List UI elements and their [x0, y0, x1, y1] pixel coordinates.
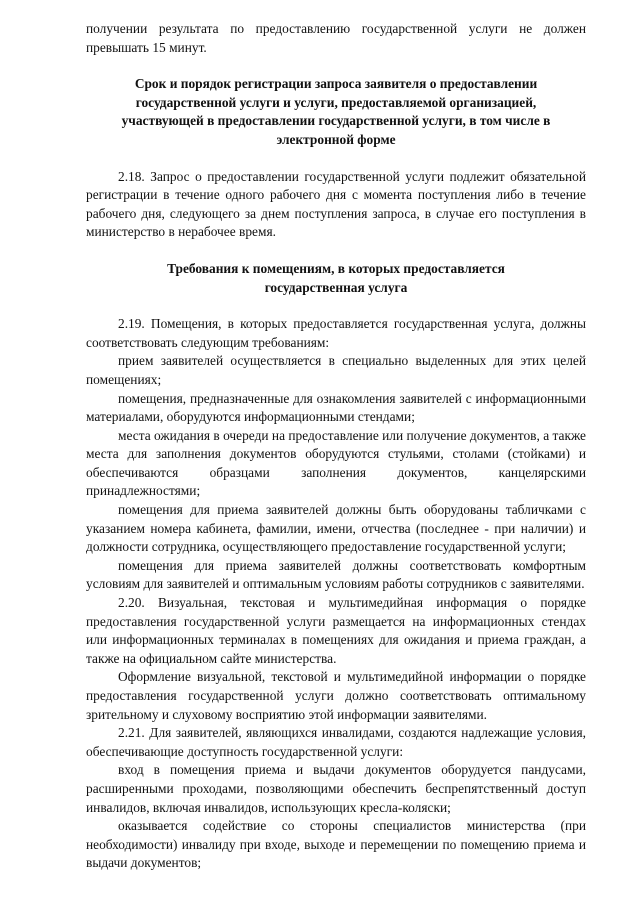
requirement-item: места ожидания в очереди на предоставление или получение документов, а также места для заполнения документов оборудуются стульями, столами (стойками) и обеспечиваются образцами заполнения документов, канцелярскими принадлежностями;	[86, 427, 586, 499]
paragraph-intro: получении результата по предоставлению государственной услуги не должен превышать 15 минут.	[86, 21, 586, 55]
accessibility-item: вход в помещения приема и выдачи документов оборудуется пандусами, расширенными проходами, позволяющими обеспечить беспрепятственный доступ инвалидов, включая инвалидов, использующих кресла-коляски;	[86, 762, 586, 815]
section-heading-registration: Срок и порядок регистрации запроса заявителя о предоставлении государственной услуги и услуги, предоставляемой организацией, участвующей в предоставлении государственной услуги, в том числе в электронной форме	[121, 76, 551, 147]
requirement-item: помещения, предназначенные для ознакомления заявителей с информационными материалами, оборудуются информационными стендами;	[86, 390, 586, 425]
paragraph-2-20: 2.20. Визуальная, текстовая и мультимедийная информация о порядке предоставления государственной услуги размещается на информационных стендах или информационных терминалах в помещениях для ожидания и приема граждан, а также на официальном сайте министерства.	[86, 595, 586, 666]
accessibility-item: оказывается содействие со стороны специалистов министерства (при необходимости) инвалиду при входе, выходе и перемещении по помещению приема и выдачи документов;	[86, 818, 586, 871]
paragraph-2-21: 2.21. Для заявителей, являющихся инвалидами, создаются надлежащие условия, обеспечивающие доступность государственной услуги:	[86, 725, 586, 759]
requirement-item: помещения для приема заявителей должны соответствовать комфортным условиям для заявителей и оптимальным условиям работы сотрудников с заявителями.	[86, 557, 586, 592]
requirement-item: прием заявителей осуществляется в специально выделенных для этих целей помещениях;	[86, 353, 586, 387]
paragraph-2-18: 2.18. Запрос о предоставлении государственной услуги подлежит обязательной регистрации в течение одного рабочего дня с момента поступления либо в течение рабочего дня, следующего за днем поступления запроса, в случае его поступления в министерство в нерабочее время.	[86, 168, 586, 240]
paragraph-design: Оформление визуальной, текстовой и мультимедийной информации о порядке предоставления государственной услуги должно соответствовать оптимальному зрительному и слуховому восприятию этой информации заявителями.	[86, 669, 586, 722]
requirement-item: помещения для приема заявителей должны быть оборудованы табличками с указанием номера кабинета, фамилии, имени, отчества (последнее - при наличии) и должности сотрудника, осуществляющего предоставление государственной услуги;	[86, 502, 586, 555]
section-heading-premises: Требования к помещениям, в которых предоставляется государственная услуга	[167, 260, 505, 295]
paragraph-2-19: 2.19. Помещения, в которых предоставляется государственная услуга, должны соответствовать следующим требованиям:	[86, 316, 586, 350]
